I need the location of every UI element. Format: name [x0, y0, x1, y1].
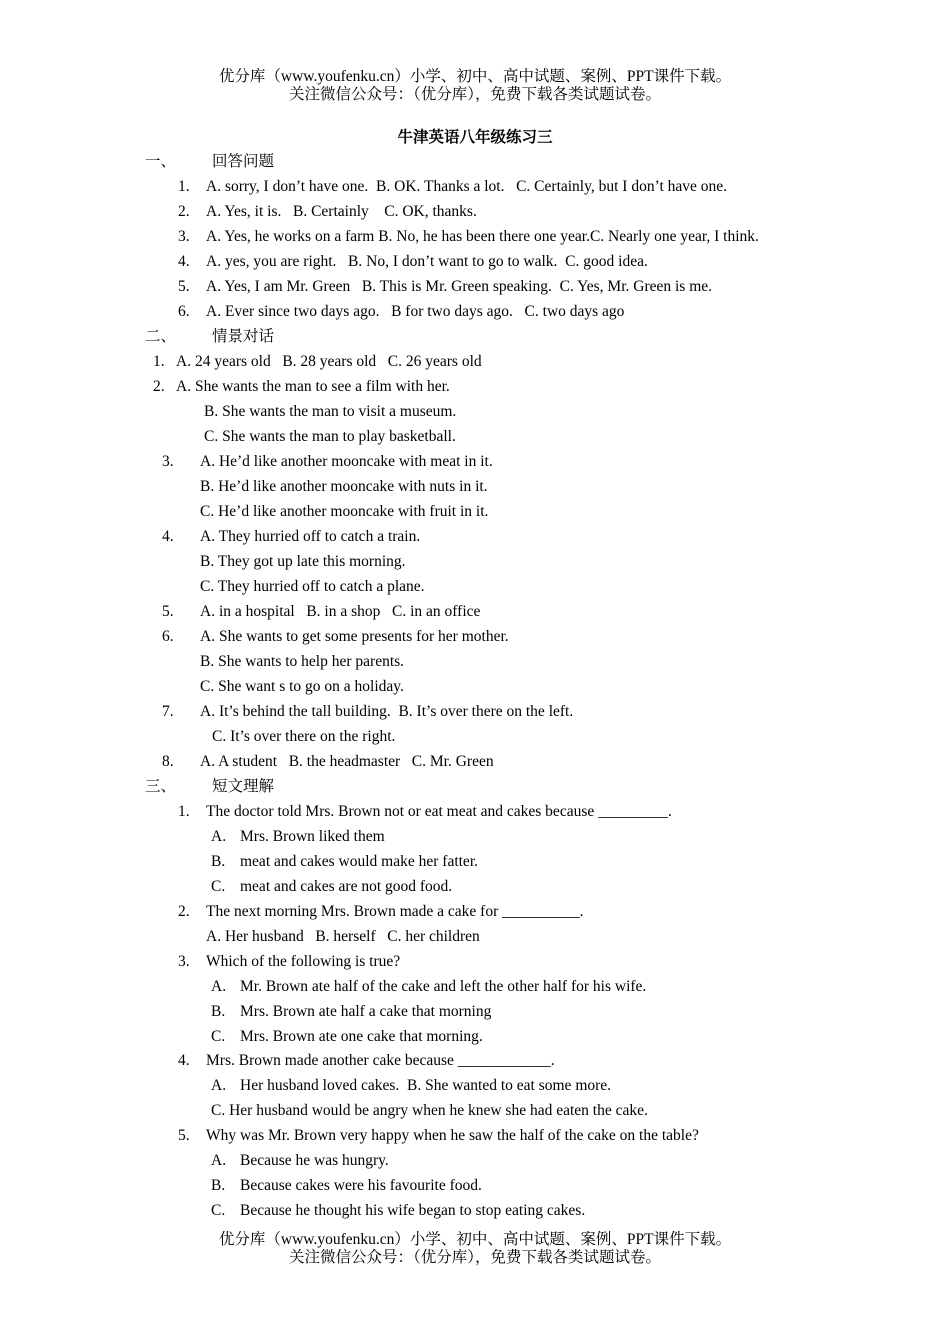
s1-q3-number: 3.	[178, 228, 190, 245]
footer-line-1: 优分库（www.youfenku.cn）小学、初中、高中试题、案例、PPT课件下载。	[218, 1231, 732, 1248]
s2-q5-options: A. in a hospital B. in a shop C. in an office	[200, 603, 481, 620]
s2-q8-number: 8.	[162, 753, 174, 770]
s2-q7-option-c: C. It’s over there on the right.	[212, 728, 396, 745]
s2-q4-option-b: B. They got up late this morning.	[200, 553, 406, 570]
s1-q1-options: A. sorry, I don’t have one. B. OK. Thanks a lot. C. Certainly, but I don’t have one.	[206, 178, 728, 195]
section-1-number: 一、	[145, 153, 177, 170]
s3-q1-option-c-letter: C.	[211, 878, 226, 895]
s1-q1-number: 1.	[178, 178, 190, 195]
s2-q4-option-a: A. They hurried off to catch a train.	[200, 528, 421, 545]
s1-q4-number: 4.	[178, 253, 190, 270]
footer-line-2: 关注微信公众号：（优分库），免费下载各类试题试卷。	[288, 1249, 661, 1266]
s2-q2-number: 2.	[153, 378, 165, 395]
s3-q3-number: 3.	[178, 953, 190, 970]
s3-q5-option-b-letter: B.	[211, 1177, 226, 1194]
s3-q5-option-a-letter: A.	[211, 1152, 227, 1169]
s3-q3-option-a: Mr. Brown ate half of the cake and left the other half for his wife.	[240, 978, 647, 995]
s3-q3-option-b-letter: B.	[211, 1003, 226, 1020]
s3-q3-option-c-letter: C.	[211, 1028, 226, 1045]
s1-q2-options: A. Yes, it is. B. Certainly C. OK, thanks.	[206, 203, 477, 220]
section-2-heading: 情景对话	[212, 328, 275, 345]
s2-q6-number: 6.	[162, 628, 174, 645]
s1-q3-options: A. Yes, he works on a farm B. No, he has been there one year.C. Nearly one year, I think.	[206, 228, 759, 245]
s2-q1-options: A. 24 years old B. 28 years old C. 26 years old	[176, 353, 482, 370]
s2-q6-option-b: B. She wants to help her parents.	[200, 653, 405, 670]
s3-q3-option-a-letter: A.	[211, 978, 227, 995]
s3-q2-stem: The next morning Mrs. Brown made a cake for __________.	[206, 903, 584, 920]
s3-q4-option-a-letter: A.	[211, 1077, 227, 1094]
s2-q3-number: 3.	[162, 453, 174, 470]
s3-q5-number: 5.	[178, 1127, 190, 1144]
s3-q1-option-a: Mrs. Brown liked them	[240, 828, 385, 845]
s1-q2-number: 2.	[178, 203, 190, 220]
s3-q1-option-a-letter: A.	[211, 828, 227, 845]
s2-q7-number: 7.	[162, 703, 174, 720]
s3-q4-stem: Mrs. Brown made another cake because ____________.	[206, 1052, 555, 1069]
s2-q5-number: 5.	[162, 603, 174, 620]
page-title: 牛津英语八年级练习三	[397, 129, 553, 146]
s2-q1-number: 1.	[153, 353, 165, 370]
s2-q8-options: A. A student B. the headmaster C. Mr. Green	[200, 753, 494, 770]
s3-q3-stem: Which of the following is true?	[206, 953, 401, 970]
s1-q6-number: 6.	[178, 303, 190, 320]
s3-q3-option-b: Mrs. Brown ate half a cake that morning	[240, 1003, 492, 1020]
s1-q4-options: A. yes, you are right. B. No, I don’t want to go to walk. C. good idea.	[206, 253, 648, 270]
s3-q1-stem: The doctor told Mrs. Brown not or eat meat and cakes because _________.	[206, 803, 672, 820]
s1-q6-options: A. Ever since two days ago. B for two days ago. C. two days ago	[206, 303, 625, 320]
s2-q2-option-c: C. She wants the man to play basketball.	[204, 428, 456, 445]
s2-q3-option-a: A. He’d like another mooncake with meat in it.	[200, 453, 493, 470]
s3-q5-option-b: Because cakes were his favourite food.	[240, 1177, 482, 1194]
s3-q1-option-c: meat and cakes are not good food.	[240, 878, 453, 895]
s3-q2-options: A. Her husband B. herself C. her children	[206, 928, 480, 945]
s3-q2-number: 2.	[178, 903, 190, 920]
header-line-2: 关注微信公众号：（优分库），免费下载各类试题试卷。	[288, 86, 661, 103]
s2-q2-option-b: B. She wants the man to visit a museum.	[204, 403, 457, 420]
s1-q5-options: A. Yes, I am Mr. Green B. This is Mr. Green speaking. C. Yes, Mr. Green is me.	[206, 278, 713, 295]
s3-q5-option-c-letter: C.	[211, 1202, 226, 1219]
section-1-heading: 回答问题	[212, 153, 275, 170]
s3-q3-option-c: Mrs. Brown ate one cake that morning.	[240, 1028, 483, 1045]
section-3-number: 三、	[145, 778, 177, 795]
section-3-heading: 短文理解	[212, 778, 275, 795]
s2-q6-option-a: A. She wants to get some presents for her mother.	[200, 628, 509, 645]
s3-q1-option-b-letter: B.	[211, 853, 226, 870]
s3-q5-stem: Why was Mr. Brown very happy when he saw the half of the cake on the table?	[206, 1127, 699, 1144]
s3-q4-option-c: C. Her husband would be angry when he knew she had eaten the cake.	[211, 1102, 648, 1119]
s2-q7-option-ab: A. It’s behind the tall building. B. It’s over there on the left.	[200, 703, 574, 720]
s3-q4-number: 4.	[178, 1052, 190, 1069]
s2-q4-number: 4.	[162, 528, 174, 545]
s2-q2-option-a: A. She wants the man to see a film with her.	[176, 378, 450, 395]
s3-q1-number: 1.	[178, 803, 190, 820]
s3-q1-option-b: meat and cakes would make her fatter.	[240, 853, 478, 870]
s2-q3-option-c: C. He’d like another mooncake with fruit in it.	[200, 503, 489, 520]
s1-q5-number: 5.	[178, 278, 190, 295]
s2-q6-option-c: C. She want s to go on a holiday.	[200, 678, 404, 695]
s3-q5-option-c: Because he thought his wife began to stop eating cakes.	[240, 1202, 586, 1219]
section-2-number: 二、	[145, 328, 177, 345]
s2-q3-option-b: B. He’d like another mooncake with nuts in it.	[200, 478, 488, 495]
header-line-1: 优分库（www.youfenku.cn）小学、初中、高中试题、案例、PPT课件下载。	[218, 68, 732, 85]
s2-q4-option-c: C. They hurried off to catch a plane.	[200, 578, 425, 595]
s3-q5-option-a: Because he was hungry.	[240, 1152, 389, 1169]
s3-q4-option-ab: Her husband loved cakes. B. She wanted to eat some more.	[240, 1077, 612, 1094]
